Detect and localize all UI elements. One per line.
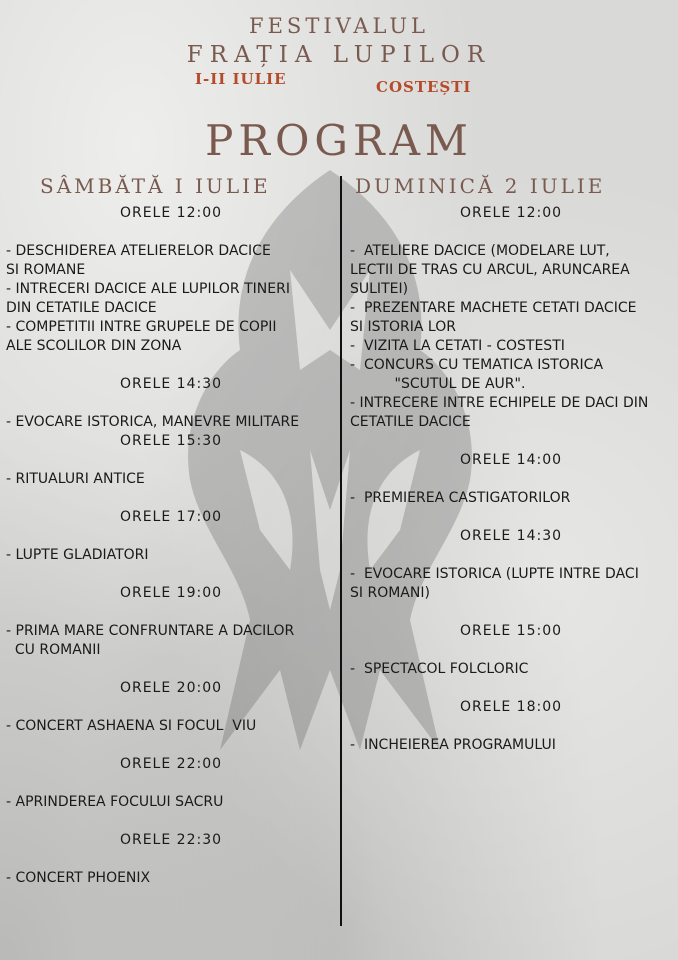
- schedule-item: SULITEI): [350, 281, 409, 297]
- schedule-item: - INTRECERE INTRE ECHIPELE DE DACI DIN: [350, 395, 649, 411]
- schedule-item: - INTRECERI DACICE ALE LUPILOR TINERI: [6, 281, 290, 297]
- schedule-time: ORELE 14:00: [459, 452, 563, 468]
- schedule-item: DIN CETATILE DACICE: [6, 300, 157, 316]
- spacer: [350, 679, 672, 698]
- schedule-item: CETATILE DACICE: [350, 414, 471, 430]
- schedule-item: SI ISTORIA LOR: [350, 319, 456, 335]
- schedule-item: - ATELIERE DACICE (MODELARE LUT,: [350, 243, 610, 259]
- schedule-item: - CONCURS CU TEMATICA ISTORICA: [350, 357, 604, 373]
- schedule-time: ORELE 22:30: [119, 832, 223, 848]
- schedule-time: ORELE 22:00: [119, 756, 223, 772]
- schedule-time: ORELE 17:00: [119, 509, 223, 525]
- schedule-item: - PREZENTARE MACHETE CETATI DACICE: [350, 300, 637, 316]
- schedule-item: - LUPTE GLADIATORI: [6, 547, 149, 563]
- schedule-item: - CONCERT PHOENIX: [6, 870, 151, 886]
- spacer: [6, 489, 336, 508]
- spacer: [6, 736, 336, 755]
- festival-dates: I-II IULIE: [195, 70, 287, 88]
- schedule-item: CU ROMANII: [6, 642, 101, 658]
- spacer: [6, 527, 336, 546]
- day-title-sunday: DUMINICĂ 2 IULIE: [355, 174, 606, 198]
- day-title-saturday: SÂMBĂTĂ I IULIE: [40, 174, 271, 198]
- spacer: [6, 356, 336, 375]
- festival-name: FRAȚIA LUPILOR: [186, 42, 492, 68]
- schedule-item: - CONCERT ASHAENA SI FOCUL VIU: [6, 718, 257, 734]
- schedule-item: "SCUTUL DE AUR".: [350, 376, 526, 392]
- schedule-time: ORELE 15:30: [119, 433, 223, 449]
- festival-label: FESTIVALUL: [249, 14, 429, 38]
- spacer: [350, 223, 672, 242]
- schedule-time: ORELE 18:00: [459, 699, 563, 715]
- spacer: [6, 812, 336, 831]
- spacer: [6, 565, 336, 584]
- schedule-time: ORELE 20:00: [119, 680, 223, 696]
- schedule-item: - VIZITA LA CETATI - COSTESTI: [350, 338, 565, 354]
- schedule-item: - RITUALURI ANTICE: [6, 471, 145, 487]
- schedule-time: ORELE 12:00: [459, 205, 563, 221]
- spacer: [6, 698, 336, 717]
- schedule-item: - EVOCARE ISTORICA (LUPTE INTRE DACI: [350, 566, 639, 582]
- schedule-item: - EVOCARE ISTORICA, MANEVRE MILITARE: [6, 414, 300, 430]
- spacer: [6, 451, 336, 470]
- festival-location: COSTEȘTI: [376, 78, 472, 96]
- schedule-time: ORELE 15:00: [459, 623, 563, 639]
- schedule-item: SI ROMANI): [350, 585, 430, 601]
- schedule-time: ORELE 12:00: [119, 205, 223, 221]
- sunday-schedule: [350, 204, 672, 755]
- schedule-time: ORELE 19:00: [119, 585, 223, 601]
- schedule-item: - APRINDEREA FOCULUI SACRU: [6, 794, 224, 810]
- spacer: [6, 603, 336, 622]
- column-divider: [340, 176, 342, 926]
- schedule-item: SI ROMANE: [6, 262, 86, 278]
- schedule-item: - INCHEIEREA PROGRAMULUI: [350, 737, 556, 753]
- spacer: [350, 603, 672, 622]
- spacer: [6, 223, 336, 242]
- poster-header: [0, 0, 678, 125]
- spacer: [6, 774, 336, 793]
- schedule-item: - PREMIEREA CASTIGATORILOR: [350, 490, 571, 506]
- program-title: PROGRAM: [205, 116, 473, 165]
- spacer: [350, 641, 672, 660]
- spacer: [6, 394, 336, 413]
- schedule-time: ORELE 14:30: [459, 528, 563, 544]
- spacer: [6, 850, 336, 869]
- schedule-item: - PRIMA MARE CONFRUNTARE A DACILOR: [6, 623, 295, 639]
- schedule-item: ALE SCOLILOR DIN ZONA: [6, 338, 182, 354]
- spacer: [6, 660, 336, 679]
- saturday-schedule: [6, 204, 336, 888]
- schedule-item: - DESCHIDEREA ATELIERELOR DACICE: [6, 243, 271, 259]
- spacer: [350, 717, 672, 736]
- schedule-item: - SPECTACOL FOLCLORIC: [350, 661, 529, 677]
- spacer: [350, 432, 672, 451]
- spacer: [350, 508, 672, 527]
- schedule-time: ORELE 14:30: [119, 376, 223, 392]
- spacer: [350, 470, 672, 489]
- schedule-item: - COMPETITII INTRE GRUPELE DE COPII: [6, 319, 277, 335]
- schedule-item: LECTII DE TRAS CU ARCUL, ARUNCAREA: [350, 262, 630, 278]
- spacer: [350, 546, 672, 565]
